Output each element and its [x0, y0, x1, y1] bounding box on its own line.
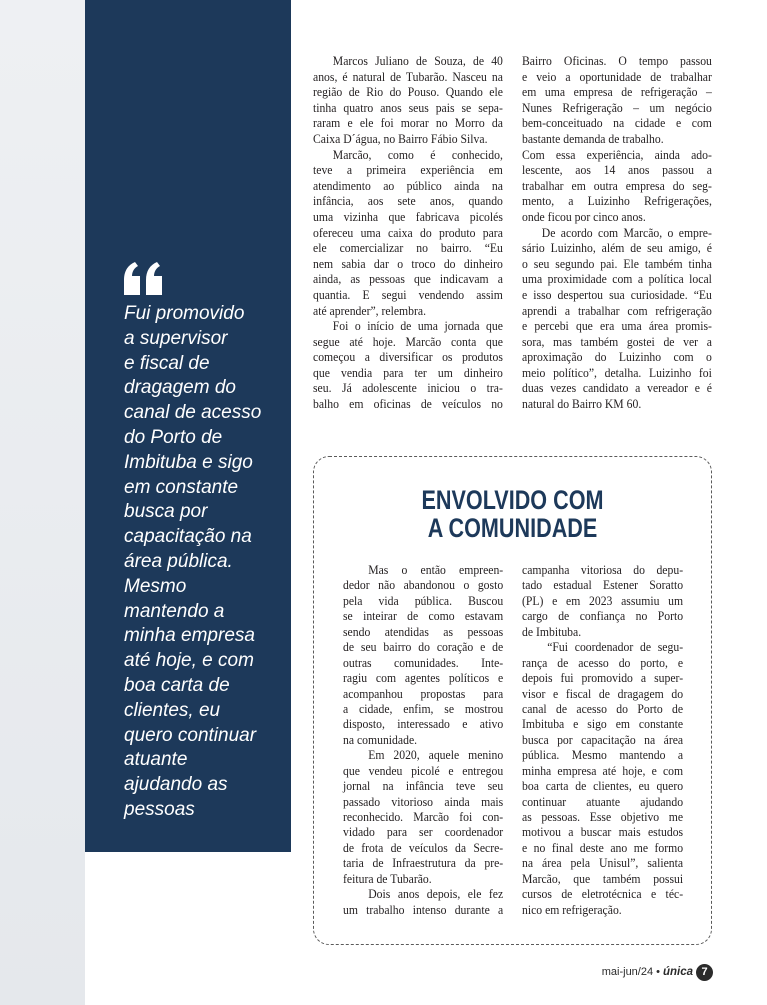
text-line: teve a primeira experiência em	[313, 162, 503, 178]
side-strip	[0, 0, 85, 1005]
text-line: e veio a oportunidade de trabalhar	[522, 68, 712, 84]
text-line: sora, mas também gostei de ver a	[522, 333, 712, 349]
quote-mark-icon	[124, 262, 162, 295]
text-line: que vendia para ter um dinheiro	[313, 364, 503, 380]
text-line: Com essa experiência, ainda ado-	[522, 146, 712, 162]
text-line: na comunidade.	[343, 731, 418, 747]
text-line: Dois anos depois, ele fez	[368, 886, 504, 902]
article-paragraph	[522, 147, 712, 225]
text-line: raram e ele foi morar no Morro da	[313, 115, 503, 131]
quote-line: capacitação na	[124, 526, 252, 548]
quote-line: mantendo a	[124, 600, 225, 622]
text-line: um trabalho intenso durante a	[343, 901, 504, 917]
text-line: ofereceu uma caixa do produto para	[313, 224, 503, 240]
text-line: as pessoas. Esse objetivo me	[522, 809, 684, 824]
text-line: depois fui promovido a super-	[522, 670, 684, 686]
quote-line: Mesmo	[124, 575, 187, 597]
article-paragraph	[313, 53, 503, 147]
article-column-2	[522, 53, 712, 412]
text-line: se inteirar de como estavam	[343, 608, 504, 624]
text-line: acompanhou propostas para	[343, 685, 504, 701]
quote-line: minha empresa	[124, 625, 255, 647]
article-column-1	[313, 53, 503, 412]
text-line: cursos de eletrotécnica e téc-	[522, 886, 684, 902]
text-line: que vendeu picolé e entregou	[343, 762, 504, 778]
text-line: infância, aos sete anos, quando	[313, 193, 503, 209]
pull-quote-text	[124, 302, 286, 823]
text-line: começou a diversificar os produtos	[313, 349, 503, 365]
text-line: lescente, aos 14 anos passou a	[522, 162, 712, 178]
text-line: uma proximidade com a política local	[522, 271, 712, 287]
text-line: aprendi a trabalhar com refrigeração	[522, 302, 712, 318]
text-line: “Fui coordenador de segu-	[547, 639, 684, 655]
text-line: natural do Bairro KM 60.	[522, 396, 642, 412]
page-footer	[602, 963, 713, 981]
text-line: sário Luizinho, além de seu amigo, é	[522, 240, 712, 256]
text-line: balho em oficinas de veículos no	[313, 396, 503, 412]
text-line: cargo de confiança no Porto	[522, 608, 684, 624]
article-paragraph	[522, 562, 683, 639]
text-line: tinha quatro anos seus pais se sepa-	[313, 99, 503, 115]
text-line: Bairro Oficinas. O tempo passou	[522, 53, 712, 68]
text-line: até aprender”, relembra.	[313, 302, 427, 318]
box-column-1	[343, 562, 503, 917]
quote-line: dragagem do	[124, 377, 236, 399]
box-column-2	[522, 562, 683, 917]
text-line: duas vezes candidato a vereador e é	[522, 380, 712, 396]
text-line: rança de acesso do porto, e	[522, 654, 684, 670]
text-line: Imbituba e sigo em constante	[522, 716, 684, 732]
text-line: sendo atendidas as pessoas	[343, 623, 504, 639]
text-line: de frota de veículos da Secre-	[343, 839, 504, 855]
quote-line: Fui promovido	[124, 303, 245, 324]
quote-line: canal de acesso	[124, 402, 262, 424]
text-line: o seu segundo pai. Ele também tinha	[522, 255, 712, 271]
text-line: Foi o início de uma jornada que	[332, 318, 503, 334]
text-line: visor e fiscal de dragagem do	[522, 685, 684, 701]
text-line: trabalhar em outra empresa do seg-	[522, 177, 712, 193]
text-line: quantia. E segui vendendo assim	[313, 286, 503, 302]
text-line: e isso despertou sua curiosidade. “Eu	[522, 286, 712, 302]
magazine-name: única	[662, 966, 693, 978]
text-line: ragiu com agentes políticos e	[343, 670, 504, 686]
text-line: Mas o então empreen-	[368, 562, 504, 577]
text-line: seu. Já adolescente iniciou o tra-	[313, 380, 503, 396]
quote-line: clientes, eu	[124, 699, 221, 721]
text-line: canal de acesso do Porto de	[522, 700, 684, 716]
text-line: atendimento ao público ainda na	[313, 177, 503, 193]
text-line: Marcão, que também possui	[522, 870, 684, 886]
text-line: a cidade, enfim, se mostrou	[343, 700, 504, 716]
quote-line: busca por	[124, 501, 208, 523]
article-paragraph	[313, 147, 503, 319]
text-line: tado estadual Estener Soratto	[522, 577, 684, 593]
text-line: pública. Mesmo mantendo a	[522, 747, 684, 763]
text-line: bastante demanda de trabalho.	[522, 130, 664, 146]
text-line: Marcos Juliano de Souza, de 40	[332, 53, 503, 68]
text-line: meio político”, detalha. Luizinho foi	[522, 364, 712, 380]
text-line: nem sabia dar o troco do dinheiro	[313, 255, 503, 271]
box-title	[353, 486, 672, 542]
text-line: continuar atuante ajudando	[522, 793, 684, 809]
text-line: outras comunidades. Inte-	[343, 654, 504, 670]
issue-date: mai-jun/24	[601, 966, 654, 978]
text-line: aproximação do Luizinho com o	[522, 349, 712, 365]
text-line: motivou a buscar mais estudos	[522, 824, 684, 840]
text-line: de Imbituba.	[522, 623, 582, 639]
quote-line: até hoje, e com	[124, 650, 254, 672]
text-line: De acordo com Marcão, o empre-	[541, 224, 712, 240]
text-line: em uma empresa de refrigeração –	[522, 84, 712, 100]
text-line: e no final deste ano me formo	[522, 839, 684, 855]
footer-separator: •	[656, 966, 660, 978]
text-line: na área pela Unisul”, salienta	[522, 855, 684, 871]
text-line: uma vizinha que fabricava picolés	[313, 208, 503, 224]
text-line: anos, é natural de Tubarão. Nasceu na	[313, 68, 503, 84]
text-line: segue até hoje. Marcão conta que	[313, 333, 503, 349]
text-line: taria de Infraestrutura da pre-	[343, 855, 504, 871]
article-paragraph	[343, 747, 503, 886]
text-line: onde ficou por cinco anos.	[522, 208, 646, 224]
page-number: 7	[696, 964, 713, 981]
text-line: e percebi que era uma área promis-	[522, 318, 712, 334]
article-paragraph	[522, 225, 712, 412]
article-paragraph	[343, 886, 503, 917]
text-line: Marcão, como é conhecido,	[332, 146, 503, 162]
quote-line: em constante	[124, 476, 239, 498]
quote-line: boa carta de	[124, 674, 230, 696]
quote-line: atuante	[124, 749, 188, 771]
article-paragraph	[313, 318, 503, 412]
text-line: passado vitorioso ainda mais	[343, 793, 504, 809]
quote-line: Imbituba e sigo	[124, 451, 253, 473]
article-paragraph	[343, 562, 503, 747]
quote-line: quero continuar	[124, 724, 257, 746]
text-line: Nunes Refrigeração – um negócio	[522, 99, 712, 115]
box-title-line-2: A COMUNIDADE	[427, 513, 598, 543]
text-line: pela vida pública. Buscou	[343, 592, 504, 608]
quote-line: a supervisor	[124, 327, 228, 349]
article-paragraph	[522, 53, 712, 147]
text-line: reconhecido. Marcão foi con-	[343, 809, 504, 824]
text-line: jornal na infância teve seu	[343, 778, 504, 794]
text-line: feitura de Tubarão.	[343, 870, 432, 886]
text-line: nico em refrigeração.	[522, 901, 622, 917]
text-line: (PL) e em 2023 assumiu um	[522, 592, 684, 608]
text-line: campanha vitoriosa do depu-	[522, 562, 684, 577]
text-line: vidado para ser coordenador	[343, 824, 504, 840]
text-line: dedor não abandonou o gosto	[343, 577, 504, 593]
text-line: de seu bairro do coração e de	[343, 639, 504, 655]
text-line: minha empresa até hoje, e com	[522, 762, 684, 778]
quote-line: e fiscal de	[124, 352, 210, 374]
quote-line: do Porto de	[124, 426, 223, 448]
text-line: bem-conceituado na cidade e com	[522, 115, 712, 131]
text-line: ainda, as pessoas que indicavam a	[313, 271, 503, 287]
article-paragraph	[522, 639, 683, 917]
quote-line: área pública.	[124, 550, 233, 572]
text-line: busca por capacitação na área	[522, 731, 684, 747]
text-line: Em 2020, aquele menino	[368, 747, 504, 763]
text-line: disposto, interessado e ativo	[343, 716, 504, 732]
text-line: boa carta de clientes, eu quero	[522, 778, 684, 794]
box-title-line-1: ENVOLVIDO COM	[421, 485, 604, 515]
text-line: mento, a Luizinho Refrigerações,	[522, 193, 712, 209]
text-line: região de Rio do Pouso. Quando ele	[313, 84, 503, 100]
text-line: ele comercializar no bairro. “Eu	[313, 240, 503, 256]
quote-line: pessoas	[124, 798, 195, 820]
quote-line: ajudando as	[124, 774, 228, 796]
text-line: Caixa D´água, no Bairro Fábio Silva.	[313, 130, 488, 146]
